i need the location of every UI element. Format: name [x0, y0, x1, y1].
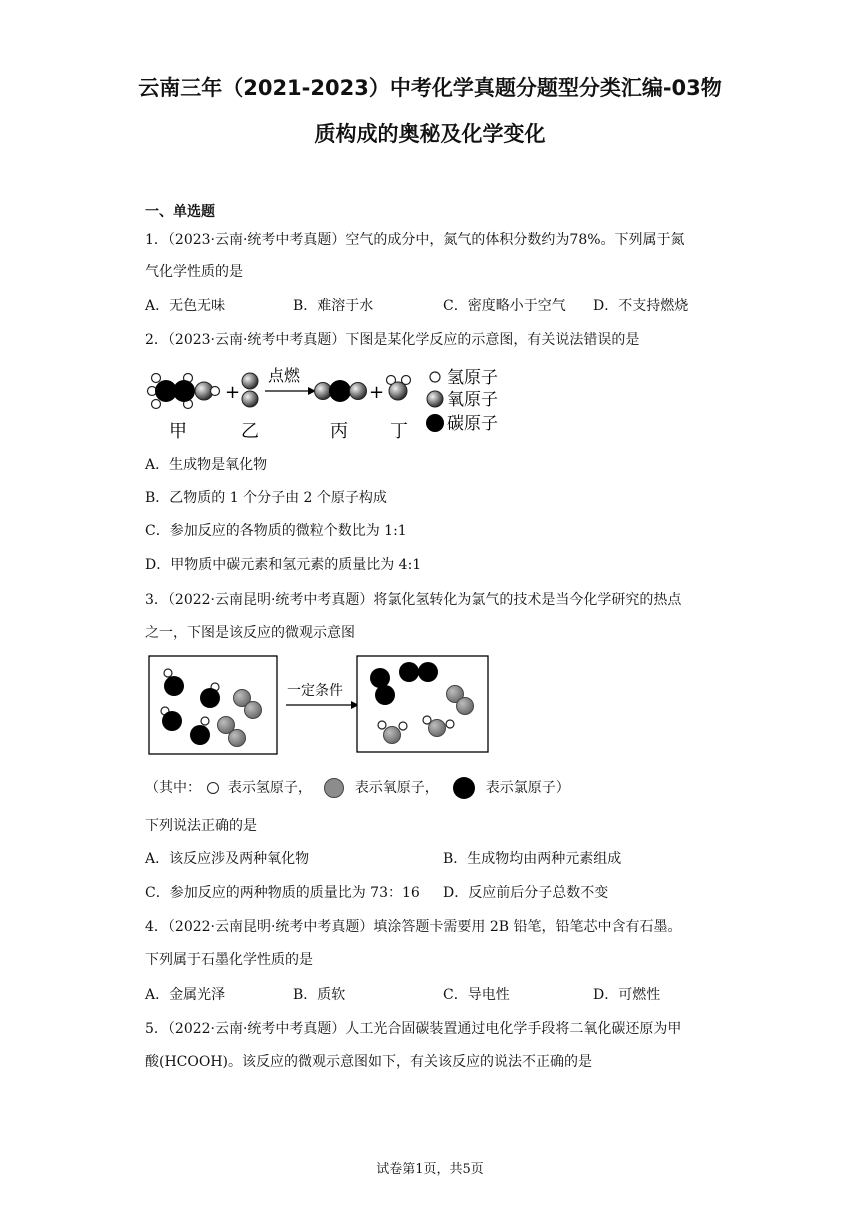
q4-option-d: D．可燃性 [593, 987, 661, 1003]
q2-stem: 2．（2023·云南·统考中考真题）下图是某化学反应的示意图，有关说法错误的是 [145, 332, 640, 348]
q1-option-c: C．密度略小于空气 [443, 298, 566, 314]
q4-stem-line1: 4．（2022·云南昆明·统考中考真题）填涂答题卡需要用 2B 铅笔，铅笔芯中含有石墨。 [145, 919, 682, 935]
legend-oxygen-atom-icon [324, 778, 344, 798]
q3-legend [145, 777, 570, 799]
q2-option-b: B．乙物质的 1 个分子由 2 个原子构成 [145, 490, 387, 506]
legend-chlorine-atom-icon [453, 777, 475, 799]
q1-option-a: A．无色无味 [145, 298, 226, 314]
q4-option-c: C．导电性 [443, 987, 510, 1003]
q3-reaction-diagram [145, 652, 495, 758]
label-jia: 甲 [169, 421, 187, 442]
q4-stem-line2: 下列属于石墨化学性质的是 [145, 952, 313, 968]
q3-option-c: C．参加反应的两种物质的质量比为 73：16 [145, 885, 420, 901]
label-bing: 丙 [330, 421, 348, 442]
q3-legend-cl: 表示氯原子） [485, 780, 570, 796]
legend-carbon: 碳原子 [447, 414, 498, 434]
q3-legend-o: 表示氧原子， [354, 780, 439, 796]
legend-hydrogen-icon [430, 372, 440, 382]
q3-stem-line1: 3．（2022·云南昆明·统考中考真题）将氯化氢转化为氯气的技术是当今化学研究的热点 [145, 592, 682, 608]
molecule-ding [387, 376, 411, 401]
q2-option-a: A．生成物是氧化物 [145, 457, 268, 473]
q3-option-a: A．该反应涉及两种氧化物 [145, 851, 310, 867]
q3-legend-prefix: （其中： [145, 780, 201, 796]
document-title-line1: 云南三年（2021-2023）中考化学真题分题型分类汇编-03物 [138, 76, 722, 100]
q3-condition: 一定条件 [287, 683, 343, 699]
document-title-line2: 质构成的奥秘及化学变化 [314, 122, 546, 146]
section-heading: 一、单选题 [145, 204, 215, 220]
q4-option-a: A．金属光泽 [145, 987, 226, 1003]
legend-oxygen-icon [427, 391, 443, 407]
q5-stem-line2: 酸(HCOOH)。该反应的微观示意图如下，有关该反应的说法不正确的是 [145, 1054, 593, 1070]
label-ding: 丁 [390, 421, 408, 442]
q2-reaction-diagram [140, 362, 520, 442]
q1-stem-line1: 1．（2023·云南·统考中考真题）空气的成分中，氮气的体积分数约为78%。下列属于氮 [145, 232, 685, 248]
molecule-jia [148, 374, 220, 409]
legend-hydrogen-atom-icon [207, 782, 219, 794]
plus-sign: + [225, 382, 241, 403]
q5-stem-line1: 5．（2022·云南·统考中考真题）人工光合固碳装置通过电化学手段将二氧化碳还原为甲 [145, 1021, 682, 1037]
page-footer: 试卷第1页，共5页 [376, 1162, 484, 1177]
q3-legend-h: 表示氢原子， [227, 780, 312, 796]
q1-option-b: B．难溶于水 [293, 298, 374, 314]
q3-option-d: D．反应前后分子总数不变 [443, 885, 609, 901]
q2-option-c: C．参加反应的各物质的微粒个数比为 1:1 [145, 523, 407, 539]
q4-option-b: B．质软 [293, 987, 346, 1003]
q3-option-b: B．生成物均由两种元素组成 [443, 851, 622, 867]
molecule-yi [242, 373, 258, 407]
legend-carbon-icon [426, 414, 444, 432]
q1-stem-line2: 气化学性质的是 [145, 264, 243, 280]
plus-sign-2: + [369, 382, 385, 403]
q2-option-d: D．甲物质中碳元素和氢元素的质量比为 4:1 [145, 557, 422, 573]
legend-hydrogen: 氢原子 [447, 368, 498, 388]
q1-option-d: D．不支持燃烧 [593, 298, 689, 314]
q3-stem-line2: 之一，下图是该反应的微观示意图 [145, 625, 355, 641]
q3-prompt: 下列说法正确的是 [145, 818, 257, 834]
label-yi: 乙 [241, 421, 259, 442]
q2-condition: 点燃 [268, 366, 301, 385]
legend-oxygen: 氧原子 [447, 390, 498, 410]
molecule-bing [315, 380, 367, 402]
